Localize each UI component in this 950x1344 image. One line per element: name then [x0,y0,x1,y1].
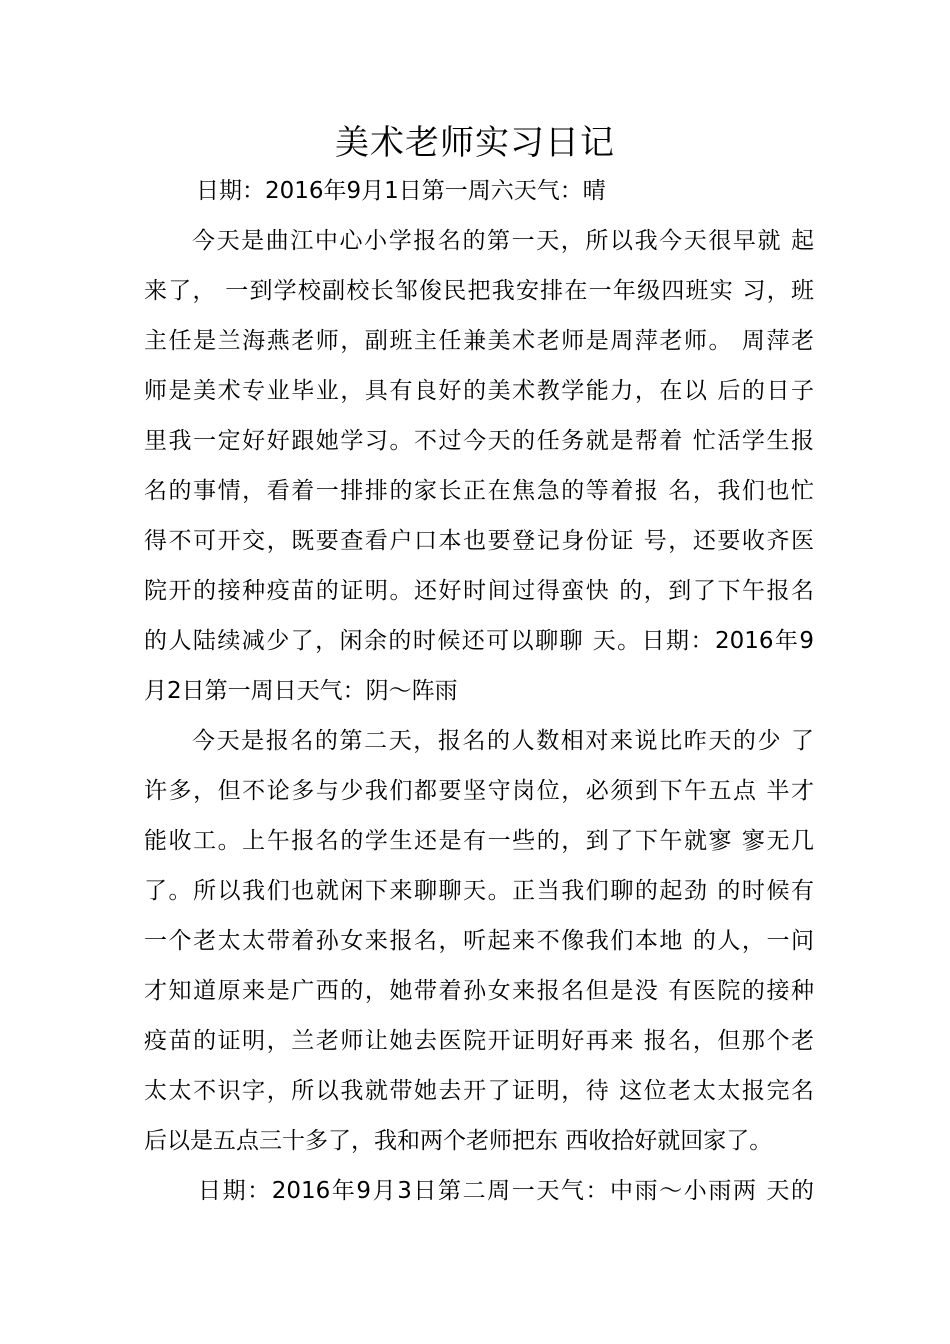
text-line: 今天是曲江中心小学报名的第一天，所以我今天很早就 起 [192,228,814,254]
text-line: 师是美术专业毕业，具有良好的美术教学能力，在以 后的日子 [144,378,814,404]
date-line-3: 日期：2016年9月3日第二周一天气：中雨～小雨两 天的 [198,1178,814,1204]
text-line: 许多，但不论多与少我们都要坚守岗位，必须到下午五点 半才 [144,778,814,804]
text-line: 疫苗的证明，兰老师让她去医院开证明好再来 报名，但那个老 [144,1028,814,1054]
text-line: 后以是五点三十多了，我和两个老师把东 西收拾好就回家了。 [144,1128,773,1154]
text-line: 太太不识字，所以我就带她去开了证明，待 这位老太太报完名 [144,1078,814,1104]
text-line: 院开的接种疫苗的证明。还好时间过得蛮快 的，到了下午报名 [144,578,814,604]
text-line: 得不可开交，既要查看户口本也要登记身份证 号，还要收齐医 [144,528,814,554]
text-line: 一个老太太带着孙女来报名，听起来不像我们本地 的人，一问 [144,928,814,954]
text-line: 今天是报名的第二天，报名的人数相对来说比昨天的少 了 [192,728,814,754]
date-line-2: 月2日第一周日天气：阴～阵雨 [144,678,458,704]
text-line: 主任是兰海燕老师，副班主任兼美术老师是周萍老师。 周萍老 [144,328,814,354]
text-line: 才知道原来是广西的，她带着孙女来报名但是没 有医院的接种 [144,978,814,1004]
date-line-1: 日期：2016年9月1日第一周六天气：晴 [196,178,606,204]
text-line: 里我一定好好跟她学习。不过今天的任务就是帮着 忙活学生报 [144,428,814,454]
text-line: 的人陆续减少了，闲余的时候还可以聊聊 天。日期：2016年9 [144,628,814,654]
text-line: 了。所以我们也就闲下来聊聊天。正当我们聊的起劲 的时候有 [144,878,814,904]
text-line: 来了， 一到学校副校长邹俊民把我安排在一年级四班实 习，班 [144,278,814,304]
page-title: 美术老师实习日记 [335,123,615,163]
text-line: 能收工。上午报名的学生还是有一些的，到了下午就寥 寥无几 [144,828,814,854]
text-line: 名的事情，看着一排排的家长正在焦急的等着报 名，我们也忙 [144,478,814,504]
